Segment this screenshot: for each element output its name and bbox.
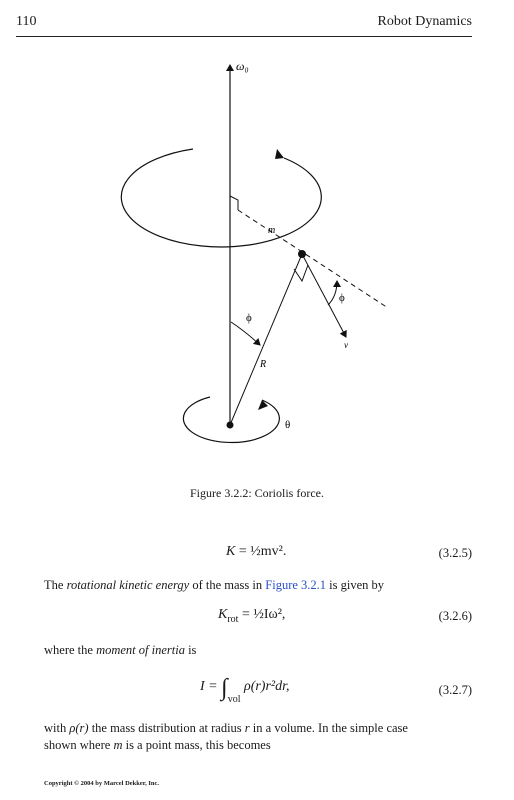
p3-text-e: is a point mass, this becomes — [122, 738, 271, 752]
label-phi-lower: ϕ — [246, 312, 252, 324]
p3-text-c: in a volume. In the simple case — [249, 721, 408, 735]
p1-text-c: is given by — [326, 578, 385, 592]
eq3-number: (3.2.7) — [438, 683, 472, 697]
p1-emphasis: rotational kinetic energy — [66, 578, 190, 592]
p2-emphasis: moment of inertia — [96, 643, 185, 657]
equation-3-2-7 — [200, 675, 290, 705]
p3-m: m — [113, 738, 123, 752]
p3-r: r — [244, 721, 250, 735]
label-theta: θ — [285, 419, 291, 431]
copyright-footer: Copyright © 2004 by Marcel Dekker, Inc. — [44, 780, 159, 787]
eq2-rhs: = ½Iω², — [241, 607, 286, 622]
equation-3-2-6 — [218, 607, 285, 625]
paragraph-2 — [44, 642, 472, 659]
label-omega0: ω₀ — [236, 59, 249, 73]
running-title: Robot Dynamics — [377, 14, 472, 29]
p2-text-b: is — [184, 643, 197, 657]
p1-text-a: The — [44, 578, 67, 592]
p2-text-a: where the — [44, 643, 97, 657]
radial-line — [238, 210, 388, 308]
figure-caption: Figure 3.2.2: Coriolis force. — [190, 486, 324, 500]
label-R: R — [260, 359, 267, 370]
right-angle-mark — [230, 196, 238, 210]
phi-arc-lower — [231, 322, 260, 345]
label-v: v — [344, 340, 348, 350]
p3-line-2 — [44, 737, 472, 754]
paragraph-3 — [44, 720, 472, 754]
p3-text-d: shown where — [44, 738, 114, 752]
eq1-number: (3.2.5) — [438, 546, 472, 560]
eq1-lhs: K — [226, 544, 236, 559]
radius-line — [230, 254, 302, 425]
origin-point — [227, 422, 234, 429]
eq3-rhs: ρ(r)r²dr, — [243, 679, 290, 694]
p3-text-b: the mass distribution at radius — [88, 721, 245, 735]
p3-line-1 — [44, 720, 472, 737]
eq2-lhs: K — [218, 607, 228, 622]
eq3-lhs: I = — [200, 679, 218, 694]
figure-link[interactable]: Figure 3.2.1 — [265, 578, 327, 592]
eq2-number: (3.2.6) — [438, 609, 472, 623]
eq2-sub: rot — [227, 613, 239, 625]
label-phi-upper: ϕ — [339, 292, 345, 304]
p1-text-b: of the mass in — [189, 578, 266, 592]
eq1-rhs: = ½mv². — [238, 544, 287, 559]
equation-3-2-5 — [226, 544, 286, 560]
orbit-arrowhead — [275, 149, 284, 159]
phi-arc-upper — [328, 281, 337, 305]
orbit-circle — [121, 149, 321, 247]
eq3-sub: vol — [227, 693, 241, 705]
label-m: m — [268, 225, 276, 236]
p3-text-a: with — [44, 721, 70, 735]
page-number: 110 — [16, 14, 37, 29]
paragraph-1 — [44, 577, 472, 594]
integral-sign: ∫ — [221, 675, 228, 701]
p3-emphasis: ρ(r) — [69, 721, 89, 735]
